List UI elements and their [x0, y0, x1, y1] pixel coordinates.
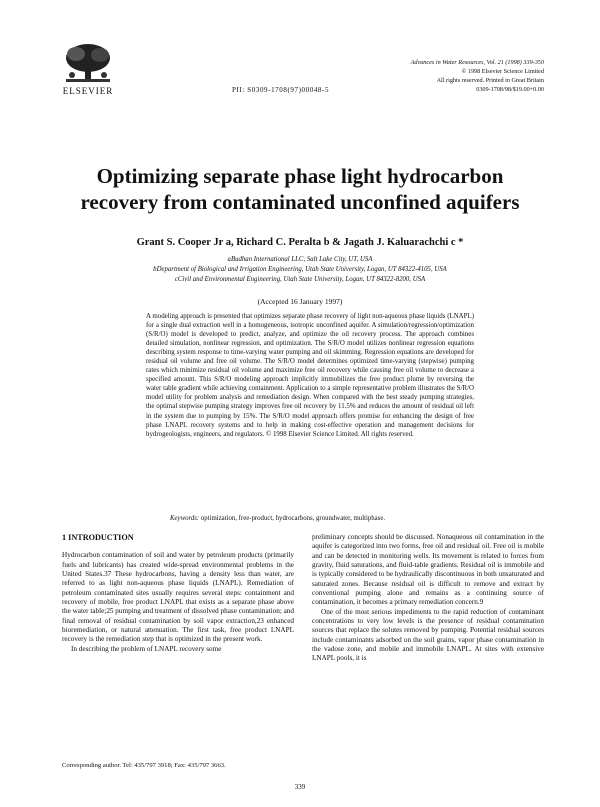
journal-citation: Advances in Water Resources, Vol. 21 (1998) 339-350 [410, 59, 544, 66]
copyright-line: © 1998 Elsevier Science Limited [461, 68, 544, 75]
publisher-name: ELSEVIER [62, 86, 114, 96]
title-line-2: recovery from contaminated unconfined aquifers [80, 190, 520, 214]
rights-line: All rights reserved. Printed in Great Britain [436, 77, 544, 84]
abstract: A modeling approach is presented that optimizes separate phase recovery of light non-aqueous phase liquids (LNAPL) for a single dual extraction well in a homogeneous, isotropic unconfined aquifer. A simulation/regression/optimization (S/R/O) model is developed to predict, analyze, and optimize the oil recovery process. The approach combines detailed simulation, nonlinear regression, and optimization. The S/R/O model utilizes nonlinear regression equations describing system response to time-varying water pumping and oil skimming. Regression equations are developed for residual oil volume and free oil volume. The S/R/O model determines optimized time-varying (stepwise) pumping rates which minimize residual oil volume and maximize free oil recovery while causing free oil volume to decrease a specified amount. This S/R/O modeling approach implicitly immobilizes the free product plume by reversing the water table gradient while achieving containment. Application to a simple representative problem illustrates the S/R/O model utility for problem analysis and remediation design. When compared with the best steady pumping strategies, the optimal stepwise pumping strategy improves free oil recovery by 11.5% and reduces the amount of residual oil left in the system due to pumping by 15%. The S/R/O model approach offers promise for enhancing the design of free phase LNAPL recovery systems and to help in making cost-effective operation and management decisions for hydrogeologists, engineers, and regulators. © 1998 Elsevier Science Limited. All rights reserved. [146, 313, 474, 438]
paragraph: One of the most serious impediments to the rapid reduction of contaminant concentrations to very low levels is the presence of residual contamination sources that replace the solutes removed by pumping. Potential residual sources include contaminants adsorbed on the soil grains, vapor phase contamination in the vadose zone, and mobile and immobile LNAPL. At sites with extensive LNAPL pools, it is [312, 607, 544, 663]
journal-info [314, 58, 544, 94]
author-list: Grant S. Cooper Jr a, Richard C. Peralta b & Jagath J. Kaluarachchi c * [136, 237, 464, 248]
pii-code: PII: S0309-1708(97)00048-5 [232, 86, 330, 94]
issn-line: 0309-1708/98/$19.00+0.00 [476, 86, 544, 93]
page-number: 339 [294, 783, 306, 791]
affiliation-c: cCivil and Environmental Engineering, Utah State University, Logan, UT 84322-8200, USA [174, 276, 426, 283]
elsevier-tree-icon [58, 42, 118, 84]
accepted-date: (Accepted 16 January 1997) [257, 297, 343, 306]
keywords-text: optimization, free-product, hydrocarbons, groundwater, multiphase. [200, 515, 386, 522]
paragraph: In describing the problem of LNAPL recovery some [71, 644, 222, 653]
paragraph: Hydrocarbon contamination of soil and water by petroleum products (primarily fuels and lubricants) has created wide-spread environmental problems in the United States.37 These hydrocarbons, having a density less than water, are referred to as light non-aqueous phase liquids (LNAPL). Remediation of petroleum contaminated sites usually requires several steps: containment and recovery of mobile, free product LNAPL that exists as a separate phase above the water table;25 pumping and treatment of dissolved phase contamination; and final removal of residual contamination by soil vapor extraction,23 enhanced bioremediation, or natural attenuation. The first task, free product LNAPL recovery is the remediation step that is optimized in the present work. [62, 551, 294, 644]
footnote: Corresponding author. Tel: 435/797 3918; Fax: 435/797 3663. [62, 762, 226, 769]
section-heading: 1 INTRODUCTION [62, 533, 134, 542]
left-column [62, 533, 294, 654]
keywords-label: Keywords: [170, 515, 200, 522]
keywords [170, 515, 550, 522]
affiliation-a: aBudhan International LLC, Salt Lake City, UT, USA [227, 256, 373, 263]
title-line-1: Optimizing separate phase light hydrocarbon [96, 164, 504, 188]
right-column [312, 533, 544, 664]
paragraph: preliminary concepts should be discussed. Nonaqueous oil contamination in the aquifer is categorized into two forms, free oil and residual oil. Free oil is mobile and can be detected in monitoring wells. Its movement is related to forces from gravity, fluid saturations, and fluid-table gradients. Residual oil is immobile and is typically considered to be hydraulically discontinuous in both unsaturated and saturated zones. Because residual oil is difficult to remove and extract by conventional pumping alone and remains as a continuing source of contamination, it becomes a primary remediation concern.9 [312, 533, 544, 607]
paper-title [40, 163, 560, 215]
publisher-logo [58, 42, 118, 100]
affiliation-b: bDepartment of Biological and Irrigation Engineering, Utah State University, Logan, UT 84322-4105, USA [153, 266, 447, 273]
